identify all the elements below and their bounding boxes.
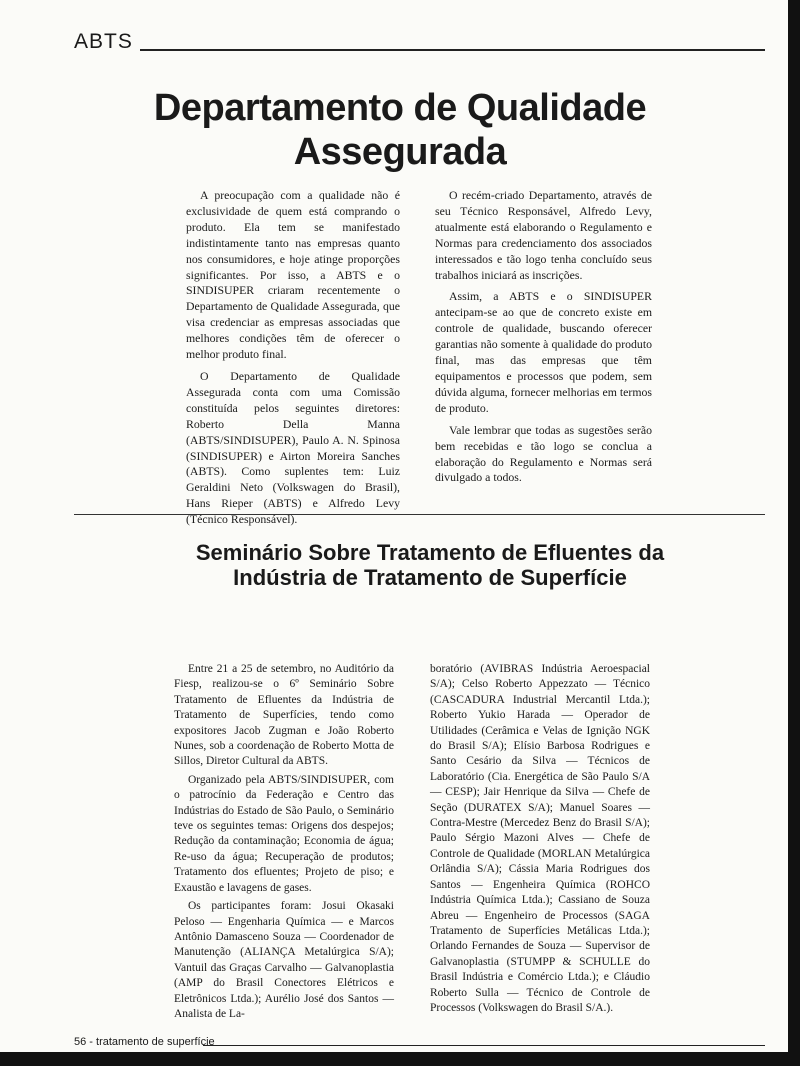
article-title: Seminário Sobre Tratamento de Efluentes da Indústria de Tratamento de Superfície	[195, 540, 665, 590]
paragraph: Vale lembrar que todas as sugestões serão bem recebidas e tão logo se conclua a elaboração do Regulamento e Normas será divulgado a todos.	[435, 422, 652, 485]
article2-column-1	[174, 662, 394, 1025]
scan-edge	[0, 1052, 800, 1066]
article-title: Departamento de Qualidade Assegurada	[153, 87, 647, 173]
footer-rule	[203, 1045, 765, 1046]
paragraph: Os participantes foram: Josui Okasaki Peloso — Engenharia Química — e Marcos Antônio Damasceno Souza — Coordenador de Manutenção (ALIANÇA Metalúrgica S/A); Vantuil das Graças Carvalho — Galvanoplastia (AMP do Brasil Conectores Elétricos e Eletrônicos Ltda.); Aurélio José dos Santos — Analista de La-	[174, 900, 394, 1020]
section-divider	[74, 514, 765, 515]
paragraph: Organizado pela ABTS/SINDISUPER, com o patrocínio da Federação e Centro das Indústrias do Estado de São Paulo, o Seminário teve os seguintes temas: Origens dos despejos; Redução da contaminação; Economia de água; Re-uso da água; Recuperação de produtos; Tratamento dos efluentes; Projeto de piso; e Exaustão e lavagens de gases.	[174, 773, 394, 894]
header-rule	[140, 49, 765, 51]
scan-edge	[788, 0, 800, 1066]
section-tag: ABTS	[74, 30, 133, 53]
article2-column-2	[430, 662, 650, 1016]
article1-column-1	[186, 188, 400, 534]
paragraph: O recém-criado Departamento, através de seu Técnico Responsável, Alfredo Levy, atualmente está elaborando o Regulamento e Normas para credenciamento dos associados interessados e tão logo tenha concluído seus trabalhos iniciará as inscrições.	[435, 188, 652, 282]
paragraph: A preocupação com a qualidade não é exclusividade de quem está comprando o produto. Ela tem se manifestado indistintamente tanto nas empresas quanto nos consumidores, e hoje atinge proporções significantes. Por isso, a ABTS e o SINDISUPER criaram recentemente o Departamento de Qualidade Assegurada, que visa credenciar as empresas associadas que melhores condições têm de oferecer o melhor produto final.	[186, 188, 400, 362]
paragraph: boratório (AVIBRAS Indústria Aeroespacial S/A); Celso Roberto Appezzato — Técnico (CASCADURA Industrial Mercantil Ltda.); Roberto Yukio Harada — Operador de Utilidades (Cerâmica e Velas de Ignição NGK do Brasil S/A); Elísio Barbosa Rodrigues e Santo Cesário da Silva — Técnicos de Laboratório (Cia. Energética de São Paulo S/A — CESP); Jair Henrique da Silva — Chefe de Seção (DURATEX S/A); Manuel Soares — Contra-Mestre (Mercedez Benz do Brasil S/A); Paulo Sérgio Mazoni Alves — Chefe de Controle de Qualidade (MORLAN Metalúrgica Orlândia S/A); Cássia Maria Rodrigues dos Santos — Engenheira Química (ROHCO Indústria Química Ltda.); Cassiano de Souza Abreu — Engenheiro de Processos (SAGA Tratamento de Superfícies Metálicas Ltda.); Orlando Fernandes de Souza — Supervisor de Galvanoplastia (STUMPP & SCHULLE do Brasil Indústria e Comércio Ltda.); e Cláudio Roberto Sulla — Técnico de Controle de Processos (Volkswagen do Brasil S/A.).	[430, 663, 650, 1014]
paragraph: O Departamento de Qualidade Assegurada conta com uma Comissão constituída pelos seguintes diretores: Roberto Della Manna (ABTS/SINDISUPER), Paulo A. N. Spinosa (SINDISUPER) e Airton Moreira Sanches (ABTS). Como suplentes tem: Luiz Geraldini Neto (Volkswagen do Brasil), Hans Rieper (ABTS) e Alfredo Levy (Técnico Responsável).	[186, 368, 400, 527]
page-footer: 56 - tratamento de superfície	[74, 1036, 215, 1048]
paragraph: Assim, a ABTS e o SINDISUPER antecipam-se ao que de concreto existe em controle de qualidade, buscando oferecer garantias não somente à qualidade do produto final, mas das empresas que têm equipamentos e processos que podem, sem dúvida alguma, fornecer melhorias em termos de produto.	[435, 289, 652, 415]
paragraph: Entre 21 a 25 de setembro, no Auditório da Fiesp, realizou-se o 6º Seminário Sobre Tratamento de Efluentes da Indústria de Tratamento de Superfícies, tendo como expositores Jacob Zugman e João Roberto Nunes, sob a coordenação de Roberto Motta de Sillos, Diretor Cultural da ABTS.	[174, 663, 394, 768]
article1-column-2	[435, 188, 652, 492]
